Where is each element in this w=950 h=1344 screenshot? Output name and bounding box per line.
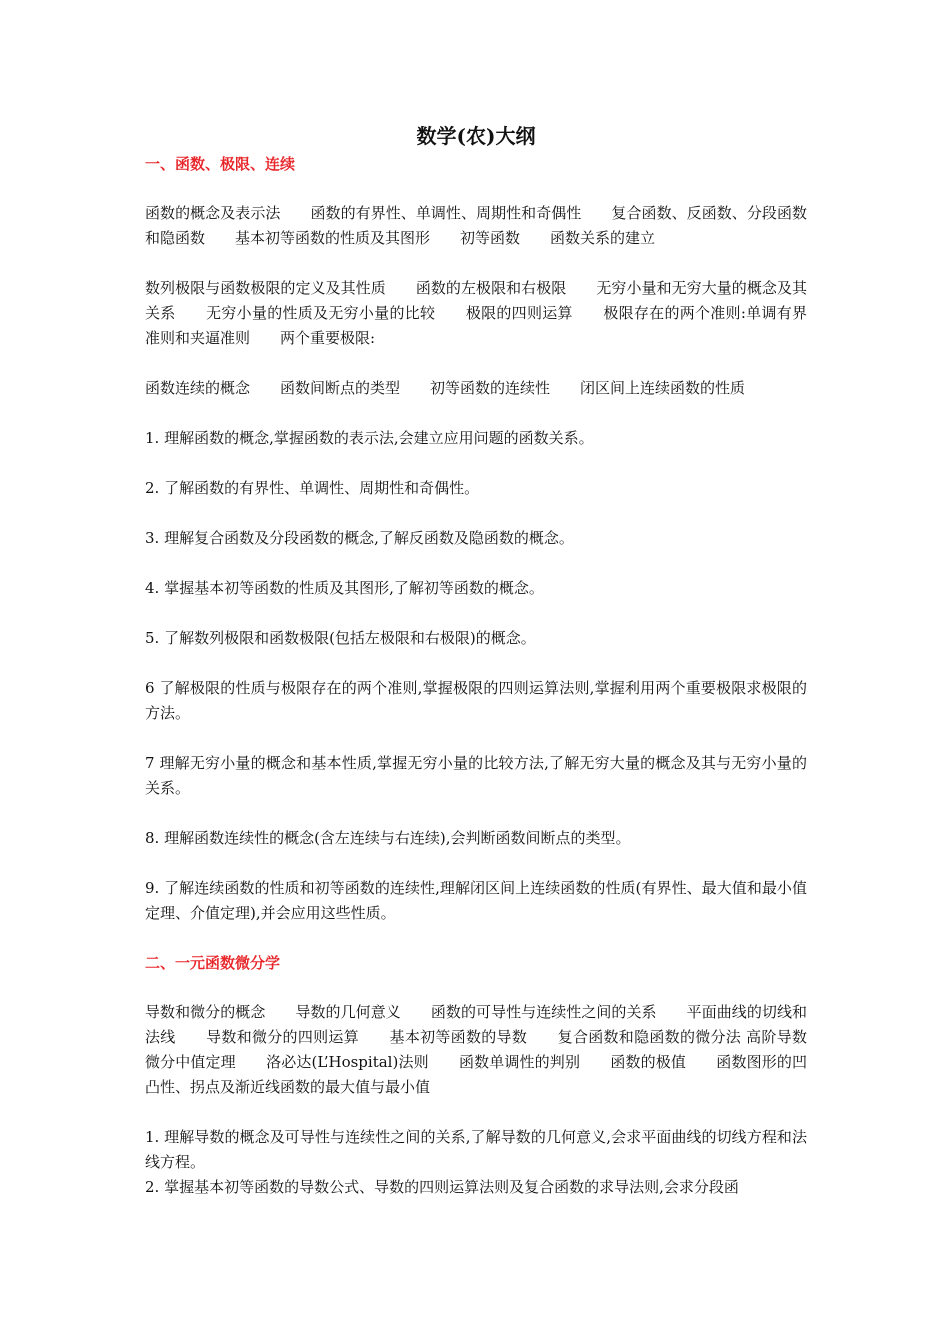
- section1-requirement-4: 4. 掌握基本初等函数的性质及其图形,了解初等函数的概念。: [145, 579, 544, 597]
- section1-requirement-8: 8. 理解函数连续性的概念(含左连续与右连续),会判断函数间断点的类型。: [145, 829, 631, 847]
- section-heading-1: 一、函数、极限、连续: [145, 155, 296, 173]
- section1-requirement-6: 6 了解极限的性质与极限存在的两个准则,掌握极限的四则运算法则,掌握利用两个重要极限求极限的方法。: [145, 679, 807, 722]
- section1-requirement-2: 2. 了解函数的有界性、单调性、周期性和奇偶性。: [145, 479, 480, 497]
- section1-requirement-3: 3. 理解复合函数及分段函数的概念,了解反函数及隐函数的概念。: [145, 529, 574, 547]
- section2-topics-differential: 导数和微分的概念 导数的几何意义 函数的可导性与连续性之间的关系 平面曲线的切线和法线 导数和微分的四则运算 基本初等函数的导数 复合函数和隐函数的微分法 高阶导数 微分中值定理 洛必达(L’Hospital)法则 函数单调性的判别 函数的极值 函数图形的凹凸性、拐点及渐近线函数的最大值与最小值: [145, 1003, 838, 1096]
- section1-topics-limits: 数列极限与函数极限的定义及其性质 函数的左极限和右极限 无穷小量和无穷大量的概念及其关系 无穷小量的性质及无穷小量的比较 极限的四则运算 极限存在的两个准则:单调有界准则和夹逼准则 两个重要极限:: [145, 279, 807, 347]
- section1-topics-functions: 函数的概念及表示法 函数的有界性、单调性、周期性和奇偶性 复合函数、反函数、分段函数和隐函数 基本初等函数的性质及其图形 初等函数 函数关系的建立: [145, 204, 807, 247]
- section1-requirement-7: 7 理解无穷小量的概念和基本性质,掌握无穷小量的比较方法,了解无穷大量的概念及其与无穷小量的关系。: [145, 754, 807, 797]
- page-title: 数学(农)大纲: [416, 124, 536, 148]
- section1-requirement-9: 9. 了解连续函数的性质和初等函数的连续性,理解闭区间上连续函数的性质(有界性、最大值和最小值定理、介值定理),并会应用这些性质。: [145, 879, 807, 922]
- section-heading-2: 二、一元函数微分学: [145, 954, 281, 972]
- section1-topics-continuity: 函数连续的概念 函数间断点的类型 初等函数的连续性 闭区间上连续函数的性质: [145, 379, 746, 397]
- section1-requirement-1: 1. 理解函数的概念,掌握函数的表示法,会建立应用问题的函数关系。: [145, 429, 594, 447]
- section2-requirement-1: 1. 理解导数的概念及可导性与连续性之间的关系,了解导数的几何意义,会求平面曲线的切线方程和法线方程。: [145, 1128, 807, 1171]
- document-page: [145, 122, 838, 1200]
- section2-requirement-2: 2. 掌握基本初等函数的导数公式、导数的四则运算法则及复合函数的求导法则,会求分段函: [145, 1178, 739, 1196]
- section1-requirement-5: 5. 了解数列极限和函数极限(包括左极限和右极限)的概念。: [145, 629, 536, 647]
